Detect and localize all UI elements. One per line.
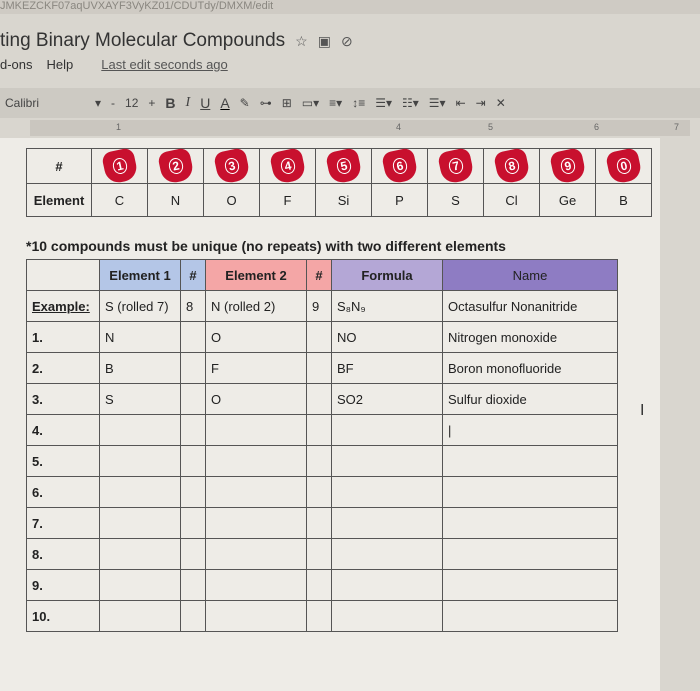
italic-button[interactable]: I: [185, 95, 191, 110]
table-row: [27, 570, 618, 601]
align-icon[interactable]: ≡▾: [329, 96, 343, 110]
die-number: 9: [559, 157, 577, 176]
die-number: 8: [503, 157, 521, 176]
clear-format-icon[interactable]: ✕: [495, 96, 506, 110]
dice-header[interactable]: #: [27, 149, 92, 184]
row-element2[interactable]: F: [206, 353, 307, 384]
row-name[interactable]: |: [443, 415, 618, 446]
element-cell[interactable]: C: [92, 184, 148, 217]
die-number: 5: [335, 157, 353, 176]
row-formula[interactable]: [332, 508, 443, 539]
ruler-mark: 6: [594, 122, 600, 132]
row-name[interactable]: [443, 446, 618, 477]
text-cursor-icon: I: [640, 402, 645, 419]
table-row: [27, 384, 618, 415]
row-count1[interactable]: [181, 415, 206, 446]
row-count2[interactable]: [307, 508, 332, 539]
example-element1[interactable]: S (rolled 7): [100, 291, 181, 322]
header-row: [27, 260, 618, 291]
last-edit-link[interactable]: Last edit seconds ago: [101, 57, 228, 72]
row-number[interactable]: 6.: [27, 477, 100, 508]
chevron-down-icon[interactable]: ▾: [95, 96, 102, 110]
dice-element-table: [26, 148, 652, 217]
die-cell[interactable]: [260, 149, 316, 184]
row-element2[interactable]: [206, 601, 307, 632]
row-name[interactable]: [443, 601, 618, 632]
underline-button[interactable]: U: [200, 95, 211, 111]
element-cell[interactable]: F: [260, 184, 316, 217]
row-count1[interactable]: [181, 353, 206, 384]
die-number: 0: [615, 157, 633, 176]
row-count2[interactable]: [307, 322, 332, 353]
row-formula[interactable]: [332, 570, 443, 601]
die-cell[interactable]: [484, 149, 540, 184]
row-element2[interactable]: [206, 446, 307, 477]
row-number[interactable]: 3.: [27, 384, 100, 415]
example-count1[interactable]: 8: [181, 291, 206, 322]
row-formula[interactable]: [332, 601, 443, 632]
die-number: 4: [279, 157, 297, 176]
die-icon: [381, 147, 419, 185]
table-row: [27, 353, 618, 384]
row-formula[interactable]: BF: [332, 353, 443, 384]
menu-addons[interactable]: d-ons: [0, 57, 33, 72]
row-count2[interactable]: [307, 415, 332, 446]
element-row: [27, 184, 652, 217]
die-icon: [269, 147, 307, 185]
image-icon[interactable]: ▭▾: [301, 96, 320, 110]
row-element2[interactable]: [206, 508, 307, 539]
row-element1[interactable]: [100, 477, 181, 508]
row-formula[interactable]: [332, 539, 443, 570]
row-number[interactable]: 8.: [27, 539, 100, 570]
font-select[interactable]: Calibri: [5, 96, 40, 110]
comment-icon[interactable]: ⊞: [281, 96, 292, 110]
row-count1[interactable]: [181, 508, 206, 539]
die-icon: [549, 147, 587, 185]
row-name[interactable]: [443, 539, 618, 570]
row-count2[interactable]: [307, 539, 332, 570]
row-element2[interactable]: O: [206, 322, 307, 353]
example-count2[interactable]: 9: [307, 291, 332, 322]
move-folder-icon[interactable]: ▣: [317, 32, 331, 49]
instruction-note[interactable]: *10 compounds must be unique (no repeats) with two different elements: [26, 238, 506, 254]
font-size-decrease[interactable]: -: [111, 96, 116, 110]
element-cell[interactable]: P: [372, 184, 428, 217]
dice-row: [27, 149, 652, 184]
die-cell[interactable]: [596, 149, 652, 184]
die-icon: [493, 147, 531, 185]
row-formula[interactable]: SO2: [332, 384, 443, 415]
row-count1[interactable]: [181, 477, 206, 508]
row-element1[interactable]: [100, 601, 181, 632]
die-cell[interactable]: [540, 149, 596, 184]
element-cell[interactable]: O: [204, 184, 260, 217]
row-number[interactable]: 9.: [27, 570, 100, 601]
die-icon: [157, 147, 195, 185]
example-element2[interactable]: N (rolled 2): [206, 291, 307, 322]
table-row: [27, 601, 618, 632]
header-element2[interactable]: Element 2: [206, 260, 307, 291]
table-row: [27, 539, 618, 570]
row-element1[interactable]: [100, 570, 181, 601]
star-icon[interactable]: ☆: [295, 32, 308, 49]
die-cell[interactable]: [148, 149, 204, 184]
row-formula[interactable]: NO: [332, 322, 443, 353]
example-label[interactable]: Example:: [27, 291, 100, 322]
row-element2[interactable]: [206, 539, 307, 570]
line-spacing-icon[interactable]: ↕≡: [352, 96, 366, 110]
row-count1[interactable]: [181, 446, 206, 477]
die-icon: [437, 147, 475, 185]
row-element2[interactable]: O: [206, 384, 307, 415]
row-number[interactable]: 5.: [27, 446, 100, 477]
row-element2[interactable]: [206, 570, 307, 601]
row-formula[interactable]: [332, 446, 443, 477]
row-number[interactable]: 1.: [27, 322, 100, 353]
row-element1[interactable]: [100, 539, 181, 570]
header-formula[interactable]: Formula: [332, 260, 443, 291]
row-count1[interactable]: [181, 601, 206, 632]
bold-button[interactable]: B: [165, 95, 176, 111]
element-cell[interactable]: N: [148, 184, 204, 217]
title-row: [0, 26, 353, 56]
table-row: [27, 446, 618, 477]
doc-title[interactable]: ting Binary Molecular Compounds: [0, 30, 286, 51]
row-element1[interactable]: [100, 446, 181, 477]
increase-indent-icon[interactable]: ⇥: [475, 96, 486, 110]
die-icon: [325, 147, 363, 185]
row-name[interactable]: [443, 508, 618, 539]
row-element2[interactable]: [206, 477, 307, 508]
example-name[interactable]: Octasulfur Nonanitride: [443, 291, 618, 322]
table-row: [27, 415, 618, 446]
header-blank[interactable]: [27, 260, 100, 291]
menu-bar: [0, 57, 228, 72]
url-bar[interactable]: JMKEZCKF07aqUVXAYF3VyKZ01/CDUTdy/DMXM/edit: [0, 0, 700, 14]
row-number[interactable]: 2.: [27, 353, 100, 384]
die-cell[interactable]: [92, 149, 148, 184]
row-name[interactable]: [443, 570, 618, 601]
row-name[interactable]: [443, 477, 618, 508]
die-cell[interactable]: [316, 149, 372, 184]
table-row: [27, 477, 618, 508]
row-count2[interactable]: [307, 477, 332, 508]
highlight-icon[interactable]: ✎: [239, 96, 250, 110]
row-element1[interactable]: N: [100, 322, 181, 353]
die-number: 6: [391, 157, 409, 176]
row-count2[interactable]: [307, 570, 332, 601]
element-cell[interactable]: S: [428, 184, 484, 217]
row-formula[interactable]: [332, 477, 443, 508]
row-element1[interactable]: [100, 508, 181, 539]
link-icon[interactable]: ⊶: [259, 96, 272, 110]
row-count1[interactable]: [181, 539, 206, 570]
die-icon: [605, 147, 643, 185]
header-name[interactable]: Name: [443, 260, 618, 291]
die-cell[interactable]: [428, 149, 484, 184]
die-number: 1: [111, 157, 129, 176]
ruler-mark: 4: [396, 122, 402, 132]
row-element1[interactable]: S: [100, 384, 181, 415]
row-name[interactable]: Boron monofluoride: [443, 353, 618, 384]
row-count2[interactable]: [307, 601, 332, 632]
header-hash2[interactable]: #: [307, 260, 332, 291]
ruler-mark: 7: [674, 122, 680, 132]
row-number[interactable]: 4.: [27, 415, 100, 446]
row-count2[interactable]: [307, 446, 332, 477]
die-cell[interactable]: [372, 149, 428, 184]
ruler-mark: 1: [116, 122, 122, 132]
toolbar: [0, 88, 700, 118]
row-count1[interactable]: [181, 322, 206, 353]
die-number: 2: [167, 157, 185, 176]
die-number: 3: [223, 157, 241, 176]
element-label[interactable]: Element: [27, 184, 92, 217]
ruler-mark: 5: [488, 122, 494, 132]
row-element2[interactable]: [206, 415, 307, 446]
row-number[interactable]: 7.: [27, 508, 100, 539]
text-color-button[interactable]: A: [220, 95, 230, 111]
ruler[interactable]: [30, 120, 690, 136]
row-number[interactable]: 10.: [27, 601, 100, 632]
header-hash1[interactable]: #: [181, 260, 206, 291]
font-size-increase[interactable]: +: [148, 96, 156, 110]
row-count1[interactable]: [181, 384, 206, 415]
row-name[interactable]: Sulfur dioxide: [443, 384, 618, 415]
row-element1[interactable]: B: [100, 353, 181, 384]
numbered-list-icon[interactable]: ☰▾: [428, 96, 446, 110]
element-cell[interactable]: Ge: [540, 184, 596, 217]
row-count2[interactable]: [307, 384, 332, 415]
element-cell[interactable]: Cl: [484, 184, 540, 217]
die-icon: [101, 147, 139, 185]
header-element1[interactable]: Element 1: [100, 260, 181, 291]
menu-help[interactable]: Help: [46, 57, 74, 72]
die-number: 7: [447, 157, 465, 176]
row-count1[interactable]: [181, 570, 206, 601]
example-row: [27, 291, 618, 322]
font-size-input[interactable]: 12: [125, 96, 139, 110]
row-count2[interactable]: [307, 353, 332, 384]
die-icon: [213, 147, 251, 185]
decrease-indent-icon[interactable]: ⇤: [455, 96, 466, 110]
element-cell[interactable]: B: [596, 184, 652, 217]
table-row: [27, 322, 618, 353]
die-cell[interactable]: [204, 149, 260, 184]
row-formula[interactable]: [332, 415, 443, 446]
row-name[interactable]: Nitrogen monoxide: [443, 322, 618, 353]
row-element1[interactable]: [100, 415, 181, 446]
table-row: [27, 508, 618, 539]
bulleted-list-icon[interactable]: ☷▾: [402, 96, 419, 110]
checklist-icon[interactable]: ☰▾: [375, 96, 392, 110]
example-formula[interactable]: S₈N₉: [332, 291, 443, 322]
cloud-status-icon[interactable]: ⊘: [340, 32, 353, 49]
element-cell[interactable]: Si: [316, 184, 372, 217]
compounds-table: [26, 259, 618, 632]
